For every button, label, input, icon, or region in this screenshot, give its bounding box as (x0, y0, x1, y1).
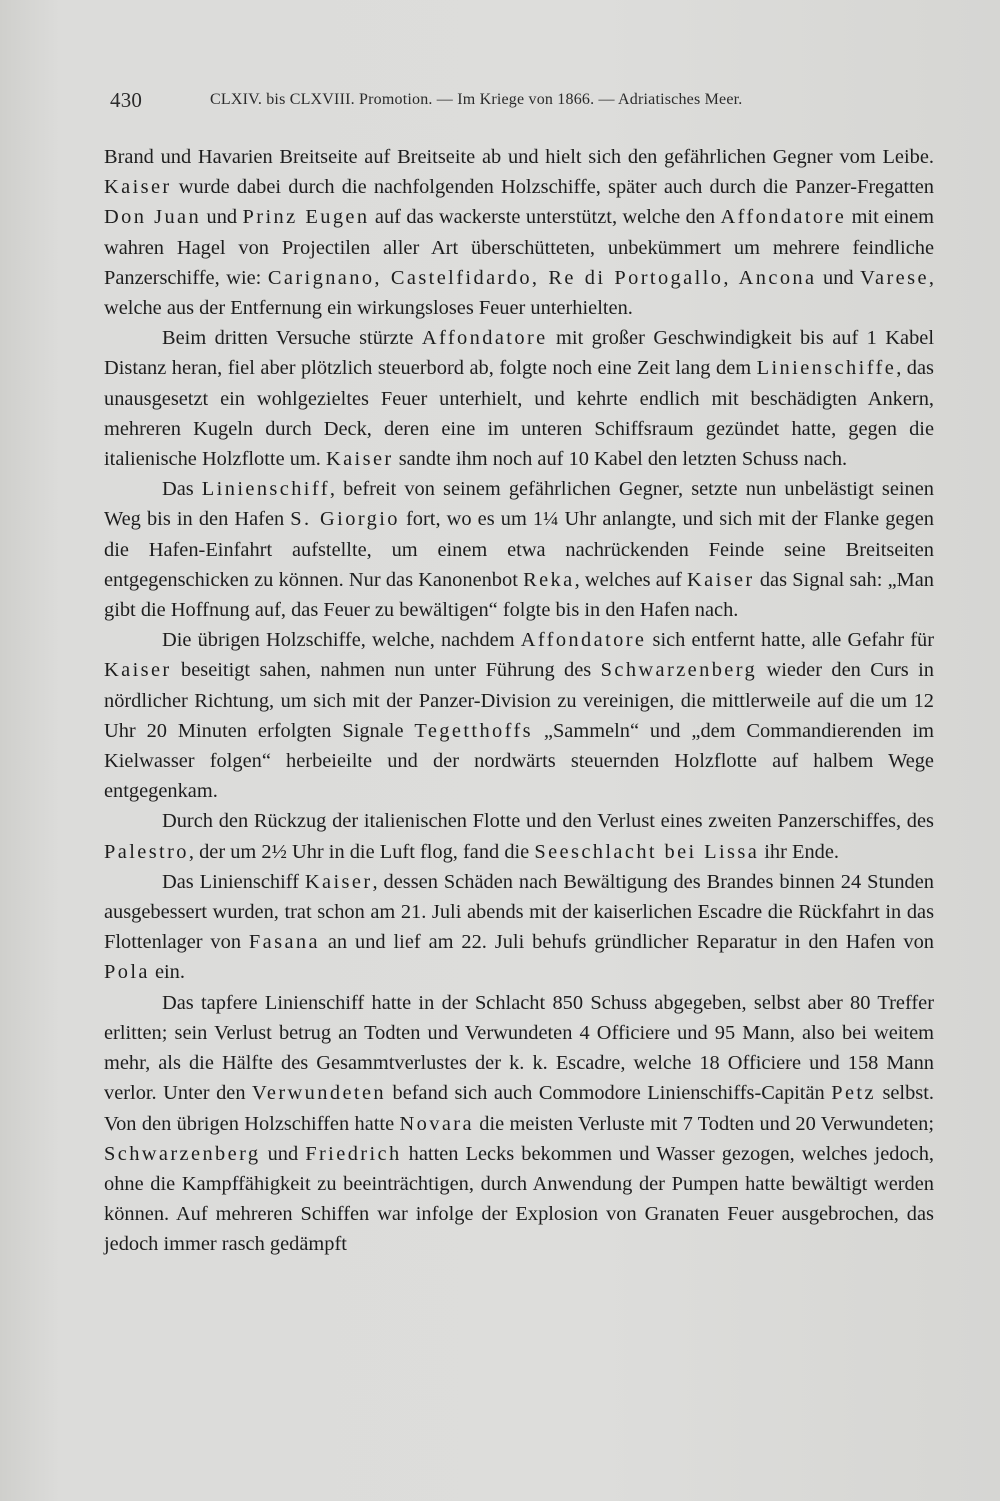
spaced-name: Schwarzenberg (600, 659, 758, 682)
paragraph (104, 474, 934, 625)
text-run: beseitigt sahen, nahmen nun unter Führung des (171, 659, 601, 682)
text-run: ihr Ende. (759, 840, 839, 863)
spaced-name: Varese (860, 266, 929, 289)
spaced-name: Pola (104, 961, 150, 984)
spaced-name: Palestro (104, 840, 189, 863)
spaced-name: Schwarzenberg (104, 1142, 261, 1165)
text-run: , welches auf (574, 568, 687, 591)
paragraph (104, 142, 934, 323)
text-run: Durch den Rückzug der italienischen Flotte und den Verlust eines zweiten Panzerschiffes, des (162, 810, 934, 833)
paragraph (104, 323, 934, 474)
spaced-name: Petz (831, 1082, 876, 1105)
spaced-name: Don Juan (104, 206, 202, 229)
text-run: an und lief am 22. Juli behufs gründlicher Reparatur in den Hafen von (319, 931, 934, 954)
spaced-name: Affondatore (520, 629, 647, 652)
spaced-name: Affondatore (720, 206, 847, 229)
text-run: auf das wackerste unterstützt, welche den (369, 206, 721, 229)
page-number: 430 (110, 88, 143, 112)
text-run: Die übrigen Holzschiffe, welche, nachdem (162, 629, 521, 652)
spaced-name: S. Giorgio (290, 508, 400, 531)
text-run: wurde dabei durch die nachfolgenden Holzschiffe, später auch durch die Panzer-Fregatten (171, 176, 934, 199)
text-run: und (816, 266, 861, 289)
text-run: Das (162, 478, 202, 501)
spaced-name: Friedrich (305, 1142, 402, 1165)
spaced-name: Kaiser (687, 568, 755, 591)
text-run: das Signal sah: „Man gibt die Hoffnung auf, das Feuer zu bewältigen“ folgte bis in den Hafen nach. (104, 568, 934, 622)
spaced-name: Verwundeten (252, 1082, 387, 1105)
spaced-name: Kaiser (104, 176, 172, 199)
paragraph (104, 806, 934, 866)
text-run: Das tapfere Linienschiff hatte in der Schlacht 850 Schuss abgegeben, selbst aber 80 Treffer erlitten; sein Verlust betrug an Todten und Verwundeten 4 Officiere und 95 Mann, also bei weitem mehr, als die Hälfte des Gesammtverlustes der k. k. Escadre, welche 18 Officiere und 158 Mann verlor. Unter den (104, 991, 934, 1105)
spaced-name: Kaiser (104, 659, 172, 682)
text-run: , das unausgesetzt ein wohlgezieltes Feuer unterhielt, und kehrte endlich mit beschädigten Ankern, mehreren Kugeln durch Deck, deren eine im unteren Schiffsraum gezündet hatte, gegen die italienische Holzflotte um. (104, 357, 934, 471)
body-text (104, 142, 934, 1260)
text-run: selbst. Von den übrigen Holzschiffen hatte (104, 1082, 934, 1135)
text-run: befand sich auch Commodore Linienschiffs-Capitän (386, 1082, 832, 1105)
spaced-name: Seeschlacht bei Lissa (534, 840, 760, 863)
text-run: fort, wo es um 1¼ Uhr anlangte, und sich mit der Flanke gegen die Hafen-Einfahrt aufstellte, um einem etwa nachrückenden Feinde seine Breitseiten entgegenschicken zu können. Nur das Kanonenbot (104, 508, 934, 591)
page-header (110, 88, 850, 118)
text-run: mit einem wahren Hagel von Projectilen aller Art überschütteten, unbekümmert um mehrere feindliche Panzerschiffe, wie: (104, 206, 934, 289)
text-run: mit großer Geschwindigkeit bis auf 1 Kabel Distanz heran, fiel aber plötzlich steuerbord ab, folgte noch eine Zeit lang dem (104, 327, 934, 380)
text-run: Das Linienschiff (162, 870, 305, 893)
spaced-name: Kaiser (325, 448, 394, 471)
text-run: wieder den Curs in nördlicher Richtung, um sich mit der Panzer-Division zu vereinigen, die mittlerweile auf die um 12 Uhr 20 Minuten erfolgten Signale (104, 659, 934, 742)
text-run: sich entfernt hatte, alle Gefahr für (646, 629, 934, 652)
text-run: , welche aus der Entfernung ein wirkungsloses Feuer unterhielten. (104, 266, 935, 320)
text-run: die meisten Verluste mit 7 Todten und 20 Verwundeten; (473, 1112, 934, 1135)
text-run: , dessen Schäden nach Bewältigung des Brandes binnen 24 Stunden ausgebessert wurden, trat schon am 21. Juli abends mit der kaiserlichen Escadre die Rückfahrt in das Flottenlager von (104, 870, 934, 954)
text-run: und (260, 1142, 306, 1165)
text-run: hatten Lecks bekommen und Wasser gezogen, welches jedoch, ohne die Kampffähigkeit zu beeinträchtigen, durch Anwendung der Pumpen hatte bewältigt werden können. Auf mehreren Schiffen war infolge der Explosion von Granaten Feuer ausgebrochen, das jedoch immer rasch gedämpft (104, 1142, 935, 1256)
paragraph (104, 988, 934, 1260)
text-run: ein. (149, 961, 185, 984)
text-run: sandte ihm noch auf 10 Kabel den letzten Schuss nach. (393, 448, 848, 471)
text-run: , befreit von seinem gefährlichen Gegner, setzte nun unbelästigt seinen Weg bis in den Hafen (104, 478, 935, 531)
spaced-name: Linienschiff (201, 478, 330, 501)
spaced-name: Kaiser (304, 870, 373, 893)
paragraph (104, 867, 934, 988)
spaced-name: Carignano, Castelfidardo, Re di Portogallo, Ancona (267, 266, 817, 289)
paragraph (104, 625, 934, 806)
text-run: „Sammeln“ und „dem Commandierenden im Kielwasser folgen“ herbeieilte und der nordwärts steuernden Holzflotte auf halbem Wege entgegenkam. (104, 719, 934, 803)
spaced-name: Fasana (248, 931, 320, 954)
text-run: Brand und Havarien Breitseite auf Breitseite ab und hielt sich den gefährlichen Gegner vom Leibe. (104, 146, 934, 168)
text-run: , der um 2½ Uhr in die Luft flog, fand die (188, 840, 535, 863)
spaced-name: Affondatore (421, 327, 548, 350)
text-run: und (201, 206, 243, 229)
running-title: CLXIV. bis CLXVIII. Promotion. — Im Kriege von 1866. — Adriatisches Meer. (210, 91, 743, 108)
text-run: Beim dritten Versuche stürzte (162, 327, 422, 350)
spaced-name: Reka (523, 568, 575, 591)
spaced-name: Linienschiffe (756, 357, 897, 380)
spaced-name: Tegetthoffs (414, 719, 534, 742)
spaced-name: Prinz Eugen (242, 206, 370, 229)
spaced-name: Novara (399, 1112, 474, 1135)
